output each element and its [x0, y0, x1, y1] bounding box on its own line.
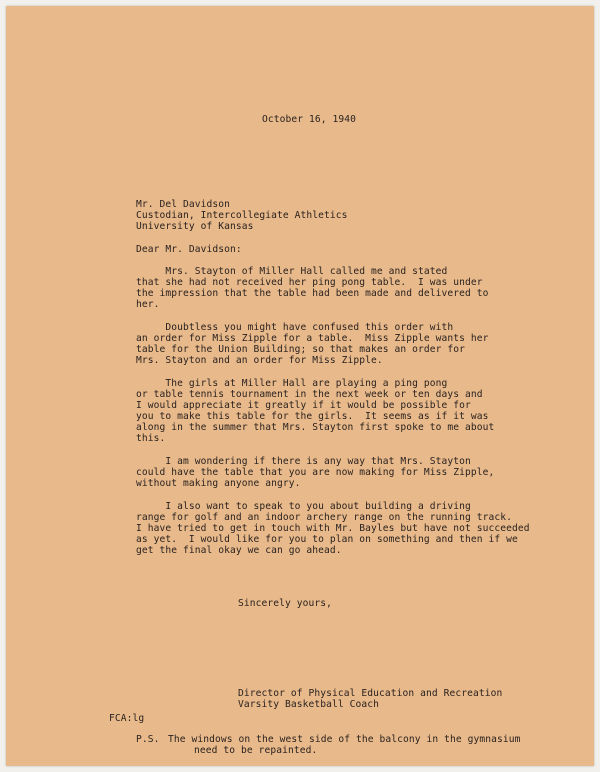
paragraph-3-line-3: I would appreciate it greatly if it would be possible for: [136, 400, 471, 411]
letter-body: [6, 6, 594, 766]
paragraph-3-line-2: or table tennis tournament in the next week or ten days and: [136, 389, 483, 400]
typist-initials: FCA:lg: [109, 713, 145, 724]
paragraph-4-line-2: could have the table that you are now making for Miss Zipple,: [136, 467, 495, 478]
paragraph-2-line-1: Doubtless you might have confused this order with: [136, 322, 454, 333]
paragraph-1-line-4: her.: [136, 299, 160, 310]
address-line-1: Mr. Del Davidson: [136, 199, 231, 210]
address-line-3: University of Kansas: [136, 221, 254, 232]
paragraph-5-line-3: I have tried to get in touch with Mr. Bayles but have not succeeded: [136, 523, 530, 534]
postscript-line-1: The windows on the west side of the balcony in the gymnasium: [168, 734, 521, 745]
paragraph-2-line-3: table for the Union Building; so that makes an order for: [136, 344, 466, 355]
address-line-2: Custodian, Intercollegiate Athletics: [136, 210, 348, 221]
letter-date: October 16, 1940: [262, 114, 357, 125]
paragraph-5-line-4: as yet. I would like for you to plan on something and then if we: [136, 534, 518, 545]
paragraph-1-line-2: that she had not received her ping pong table. I was under: [136, 277, 483, 288]
signature-title-1: Director of Physical Education and Recreation: [238, 688, 503, 699]
paragraph-2-line-4: Mrs. Stayton and an order for Miss Zipple.: [136, 355, 383, 366]
paragraph-4-line-3: without making anyone angry.: [136, 478, 301, 489]
paragraph-1-line-3: the impression that the table had been made and delivered to: [136, 288, 489, 299]
paragraph-2-line-2: an order for Miss Zipple for a table. Miss Zipple wants her: [136, 333, 489, 344]
paragraph-3-line-6: this.: [136, 433, 166, 444]
paragraph-3-line-4: you to make this table for the girls. It seems as if it was: [136, 411, 489, 422]
paragraph-3-line-5: along in the summer that Mrs. Stayton first spoke to me about: [136, 422, 495, 433]
paragraph-5-line-5: get the final okay we can go ahead.: [136, 545, 342, 556]
paragraph-5-line-2: range for golf and an indoor archery range on the running track.: [136, 512, 513, 523]
paragraph-1-line-1: Mrs. Stayton of Miller Hall called me and stated: [136, 266, 448, 277]
letter-page: [6, 6, 594, 766]
paragraph-3-line-1: The girls at Miller Hall are playing a ping pong: [136, 378, 448, 389]
closing: Sincerely yours,: [238, 598, 333, 609]
paragraph-4-line-1: I am wondering if there is any way that Mrs. Stayton: [136, 456, 471, 467]
postscript-line-2: need to be repainted.: [194, 745, 318, 756]
postscript-label: P.S.: [136, 734, 160, 745]
signature-title-2: Varsity Basketball Coach: [238, 699, 380, 710]
paragraph-5-line-1: I also want to speak to you about building a driving: [136, 501, 471, 512]
salutation: Dear Mr. Davidson:: [136, 244, 242, 255]
